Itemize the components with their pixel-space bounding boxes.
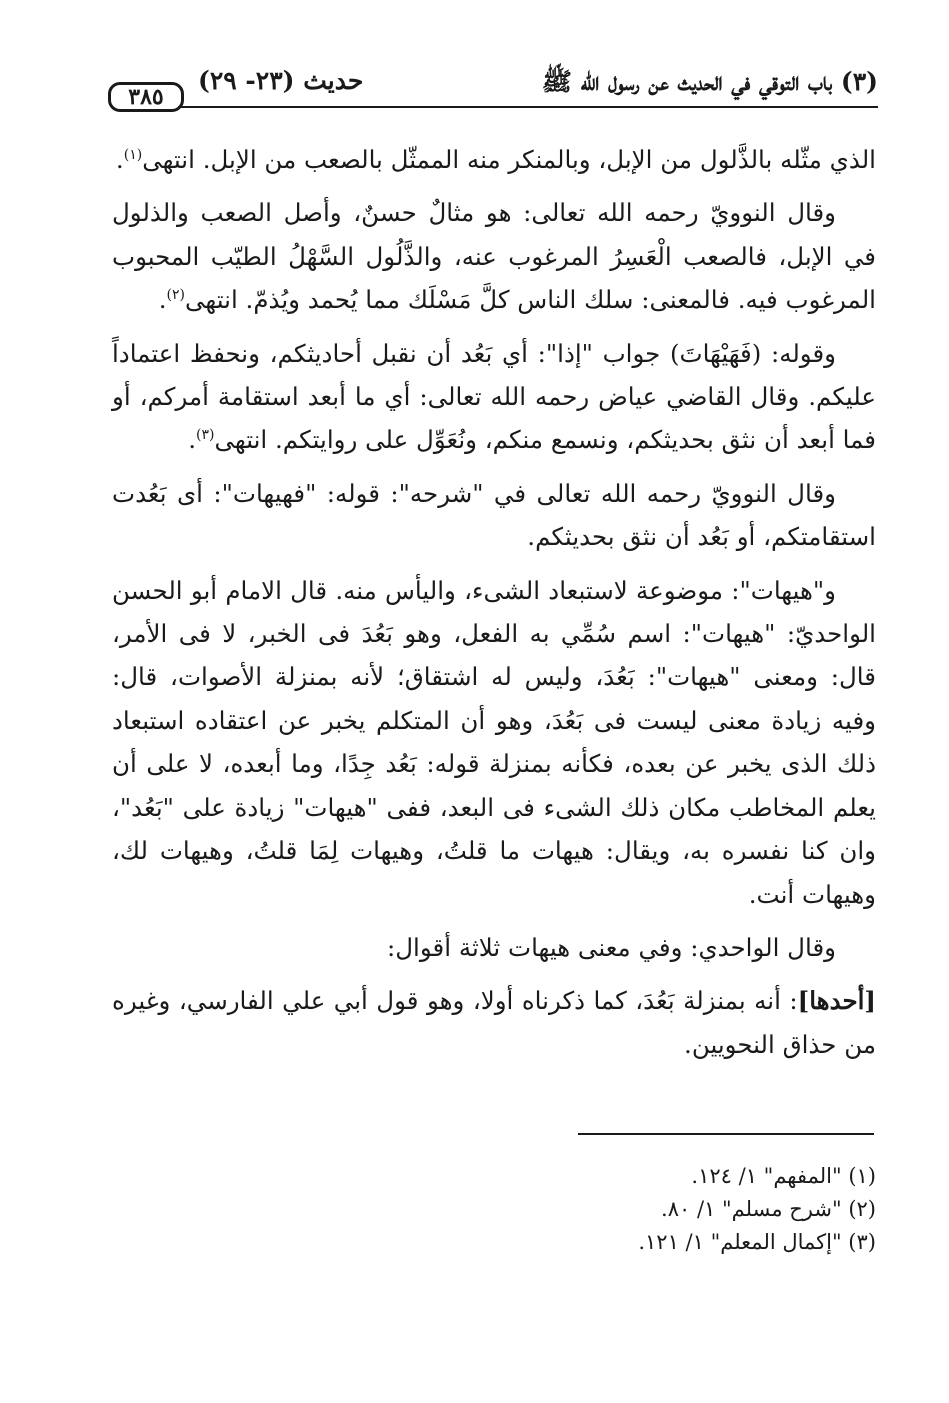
paragraph-text: وقال النوويّ رحمه الله تعالى: هو مثالٌ حسنٌ، وأصل الصعب والذلول في الإبل، فالصعب الْعَسِرُ المرغوب عنه، والذَّلُول السَّهْلُ الطيّب المحبوب المرغوب فيه. فالمعنى: سلك الناس كلَّ مَسْلَك مما يُحمد ويُذمّ. انتهى — [112, 198, 876, 315]
paragraph-3 — [112, 332, 876, 462]
paragraph-end: . — [115, 145, 124, 174]
footnote-ref: (٣) — [196, 427, 215, 444]
paragraph-4 — [112, 472, 876, 559]
paragraph-lead: [أحدها] — [797, 986, 876, 1016]
paragraph-text: وقال الواحدي: وفي معنى هيهات ثلاثة أقوال: — [387, 932, 836, 962]
paragraph-1 — [112, 138, 876, 181]
footnote-2: (٢) "شرح مسلم" ١/ ٨٠. — [661, 1197, 876, 1221]
page-number: ٣٨٥ — [108, 82, 184, 112]
footnotes — [476, 1160, 876, 1259]
paragraph-5 — [112, 569, 876, 916]
paragraph-end: . — [188, 425, 197, 455]
hadith-range: حديث (٢٣- ٢٩) — [198, 66, 364, 95]
paragraph-6 — [112, 926, 876, 969]
footnote-ref: (١) — [123, 146, 143, 163]
footnote-1: (١) "المفهم" ١/ ١٢٤. — [691, 1164, 876, 1188]
main-text — [112, 138, 876, 1076]
paragraph-7 — [112, 979, 876, 1066]
paragraph-text: : أنه بمنزلة بَعُدَ، كما ذكرناه أولا، وهو قول أبي علي الفارسي، وغيره من حذاق النحويين. — [112, 986, 876, 1059]
footnote-divider — [578, 1133, 874, 1135]
paragraph-2 — [112, 191, 876, 321]
paragraph-text: الذي مثّله بالذَّلول من الإبل، وبالمنكر منه الممثّل بالصعب من الإبل. انتهى — [142, 145, 876, 174]
paragraph-text: وقال النوويّ رحمه الله تعالى في "شرحه": قوله: "فهيهات": أى بَعُدت استقامتكم، أو بَعُد أن نثق بحديثكم. — [112, 478, 876, 552]
header-divider — [178, 106, 878, 108]
footnote-ref: (٢) — [166, 287, 186, 304]
page-header — [108, 62, 878, 122]
chapter-title: (٣) باب التوقي في الحديث عن رسول الله ﷺ — [541, 67, 878, 96]
paragraph-text: و"هيهات": موضوعة لاستبعاد الشىء، واليأس منه. قال الامام أبو الحسن الواحديّ: "هيهات": اسم سُمِّي به الفعل، وهو بَعُدَ فى الخبر، لا فى الأمر، قال: ومعنى "هيهات": بَعُدَ، وليس له اشتقاق؛ لأنه بمنزلة الأصوات، قال: وفيه زيادة معنى ليست فى بَعُدَ، وهو أن المتكلم يخبر عن اعتقاده استبعاد ذلك الذى يخبر عن بعده، فكأنه بمنزلة قوله: بَعُد جِدًا، وما أبعده، لا على أن يعلم المخاطب مكان ذلك الشىء فى البعد، ففى "هيهات" زيادة على "بَعُد"، وان كنا نفسره به، ويقال: هيهات ما قلتُ، وهيهات لِمَا قلتُ، وهيهات لك، وهيهات أنت. — [112, 575, 876, 909]
footnote-3: (٣) "إكمال المعلم" ١/ ١٢١. — [638, 1230, 876, 1254]
paragraph-text: وقوله: (فَهَيْهَاتَ) جواب "إذا": أي بَعُد أن نقبل أحاديثكم، ونحفظ اعتماداً عليكم. وقال القاضي عياض رحمه الله تعالى: أي ما أبعد استقامة أمركم، أو فما أبعد أن نثق بحديثكم، ونسمع منكم، ونُعَوِّل على روايتكم. انتهى — [112, 338, 876, 455]
paragraph-end: . — [158, 285, 167, 315]
